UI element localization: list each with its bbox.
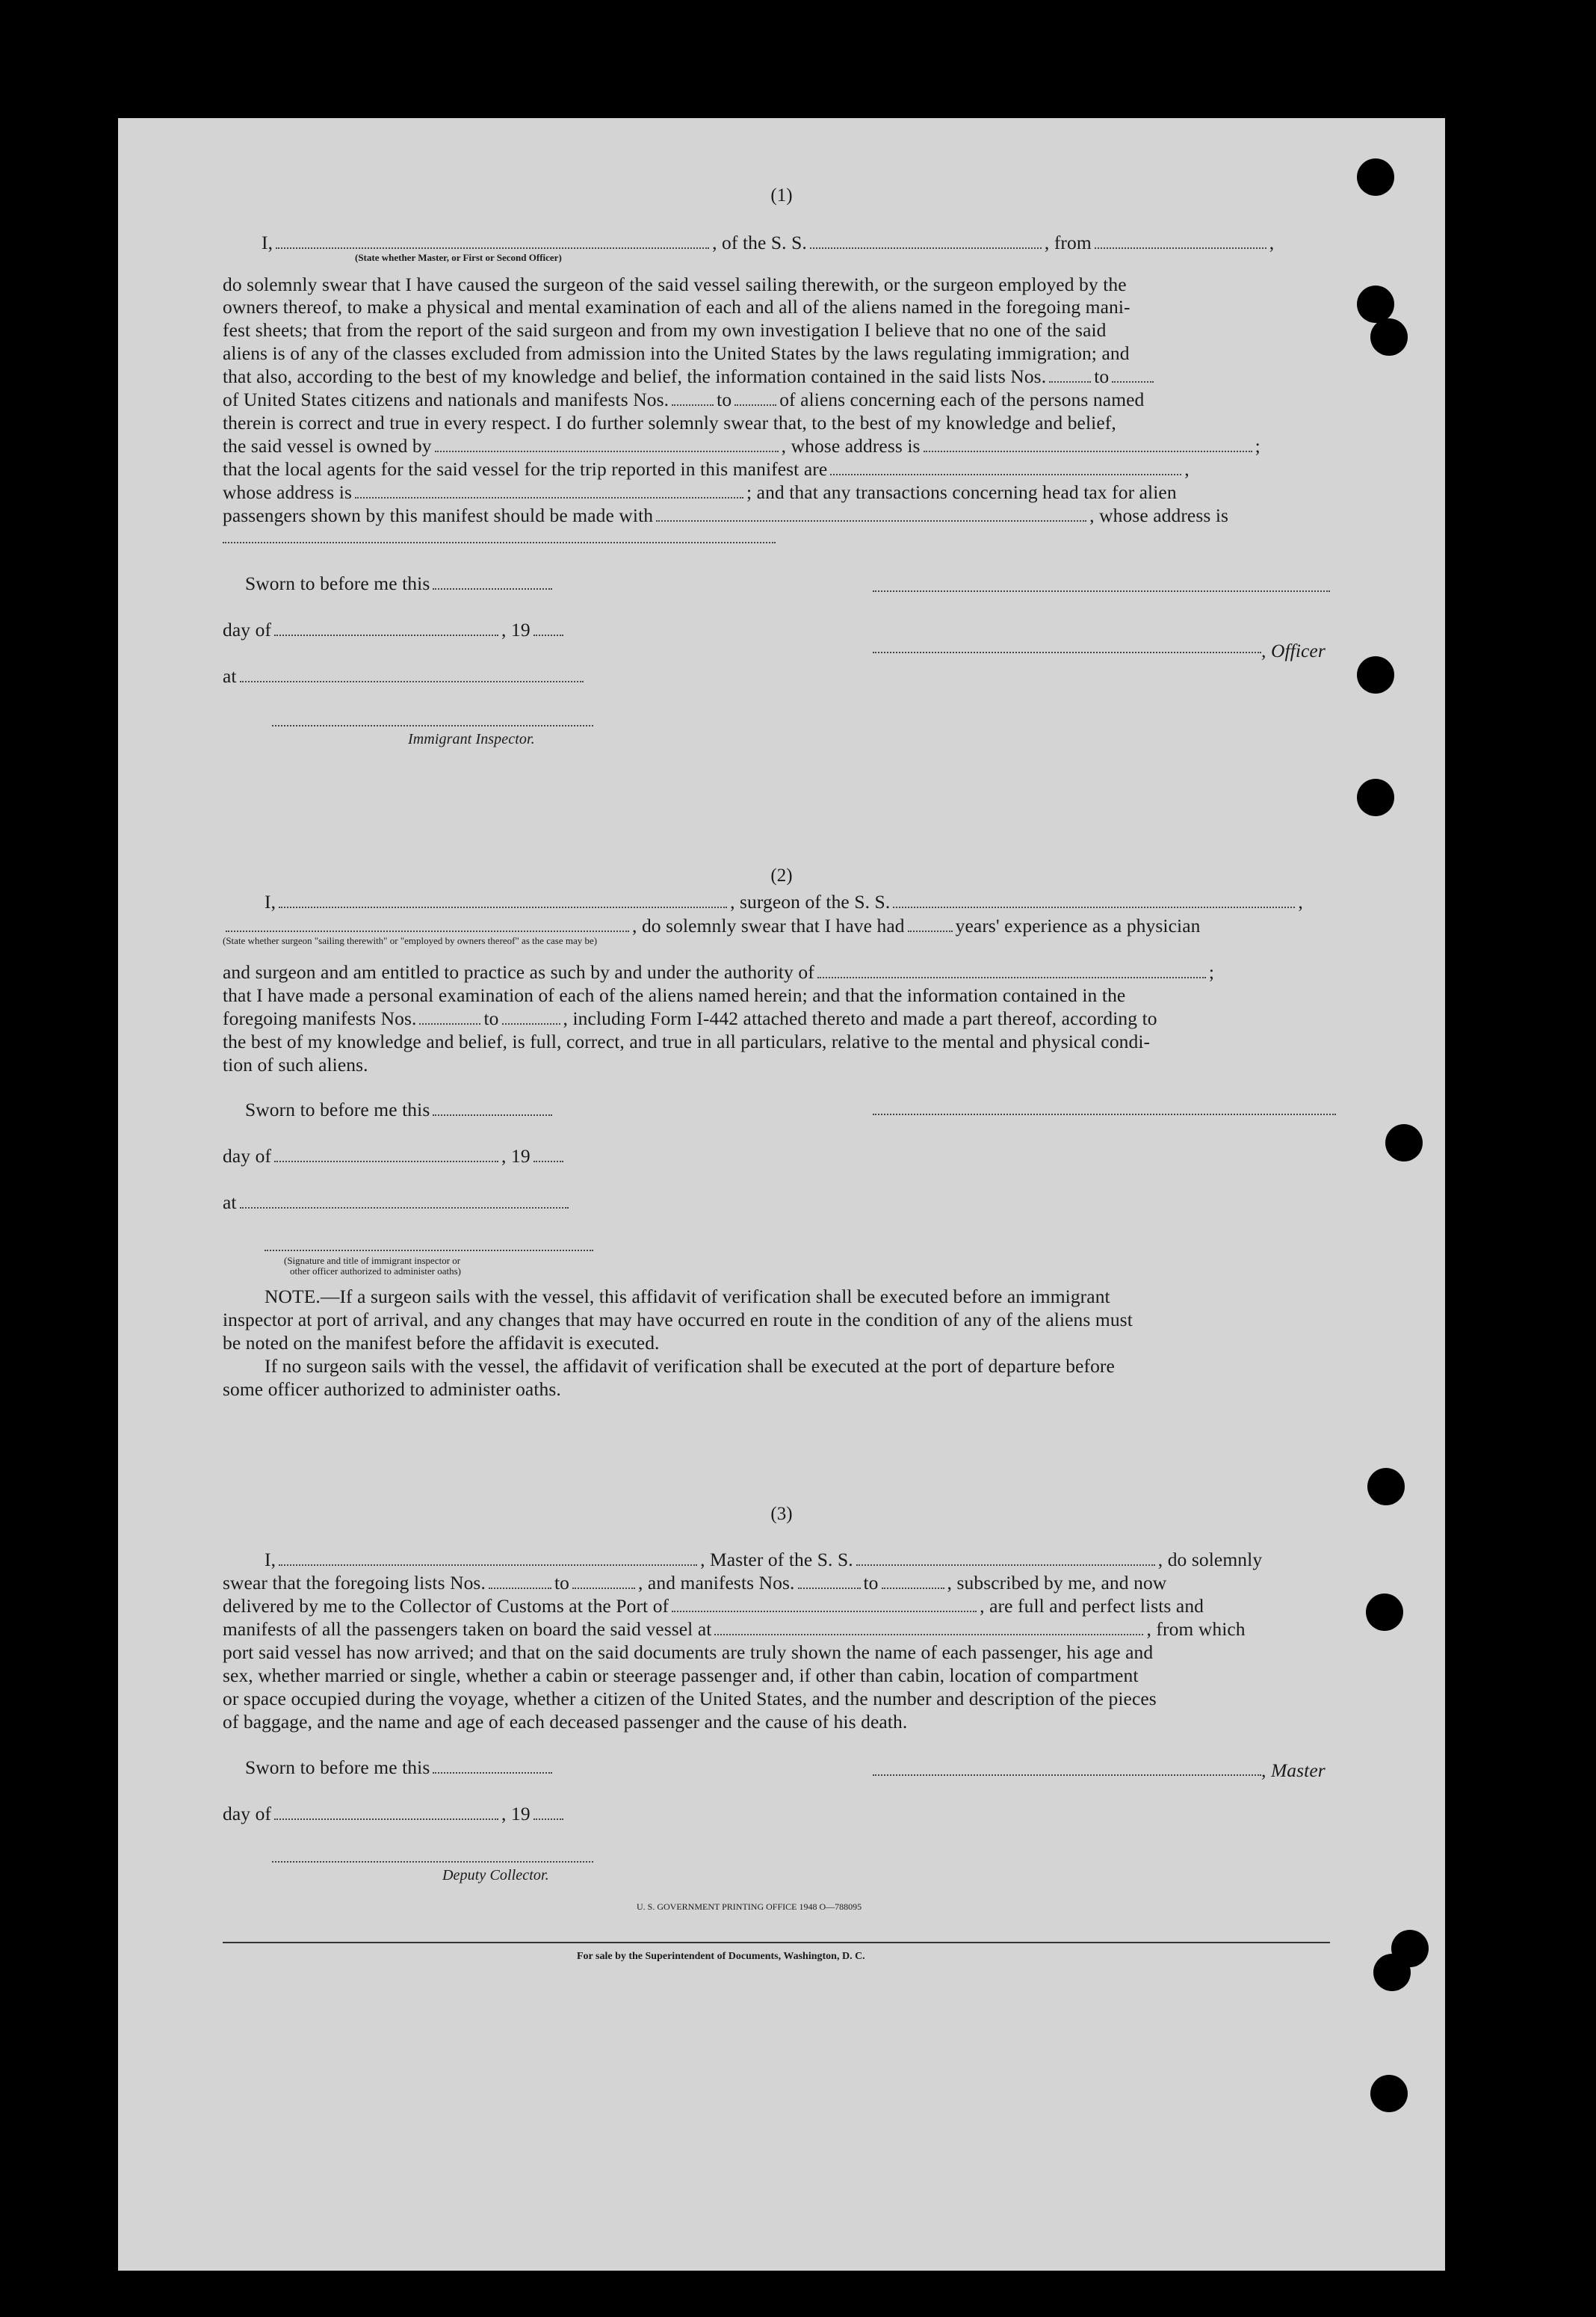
s1-body-10: passengers shown by this manifest should be made with , whose address is: [223, 505, 1229, 526]
section-1-number: (1): [770, 185, 793, 206]
s3-lists-to-field[interactable]: [572, 1574, 635, 1589]
s3-body-1: sex, whether married or single, whether a cabin or steerage passenger and, if other than cabin, location of compartment: [223, 1665, 1139, 1686]
s2-at-field[interactable]: [240, 1194, 569, 1209]
s2-inspector-signature-line[interactable]: [265, 1248, 593, 1251]
s3-day-of: day of , 19: [223, 1803, 566, 1825]
section-3-number: (3): [770, 1504, 793, 1524]
s2-sig-caption-1: (Signature and title of immigrant inspector or: [284, 1255, 461, 1266]
s3-sworn: Sworn to before me this: [245, 1756, 555, 1779]
s1-officer-signature-line-2[interactable]: [873, 650, 1261, 653]
form-page: [118, 118, 1445, 2271]
punch-hole: [1357, 286, 1394, 323]
punch-hole: [1373, 1954, 1411, 1991]
punch-hole: [1366, 1593, 1403, 1631]
s2-body-0: and surgeon and am entitled to practice as such by and under the authority of ;: [223, 961, 1215, 983]
s1-sworn-date-field[interactable]: [433, 575, 552, 590]
s1-body-5: of United States citizens and nationals and manifests Nos. to of aliens concerning each of the persons named: [223, 389, 1145, 410]
s1-body-3: aliens is of any of the classes excluded from admission into the United States by the laws regulating immigration; and: [223, 342, 1130, 364]
manifests-nos-from-field[interactable]: [672, 391, 714, 406]
s1-body-1: owners thereof, to make a physical and mental examination of each and all of the aliens named in the foregoing mani-: [223, 296, 1130, 318]
s2-body-1: that I have made a personal examination of each of the aliens named herein; and that the information contained in the: [223, 984, 1126, 1006]
s1-line-1: I, , of the S. S. , from ,: [262, 232, 1275, 253]
punch-hole: [1357, 779, 1394, 816]
s1-body-6: therein is correct and true in every respect. I do further solemnly swear that, to the best of my knowledge and belief,: [223, 412, 1116, 434]
punch-hole: [1370, 318, 1408, 356]
owner-field[interactable]: [435, 437, 779, 452]
local-agents-field[interactable]: [830, 460, 1181, 475]
practice-authority-field[interactable]: [817, 963, 1206, 978]
head-tax-address-field[interactable]: [223, 540, 776, 543]
s1-body-4: that also, according to the best of my knowledge and belief, the information contained in the said lists Nos. to: [223, 365, 1157, 388]
s1-officer-label: , Officer: [1261, 640, 1326, 661]
s2-body-4: tion of such aliens.: [223, 1054, 368, 1076]
manifests-nos-to-field[interactable]: [734, 391, 776, 406]
s2-sworn-date-field[interactable]: [433, 1101, 552, 1116]
s3-deputy-label: Deputy Collector.: [442, 1867, 549, 1883]
s1-inspector-signature-line[interactable]: [272, 724, 593, 726]
s3-line-3: delivered by me to the Collector of Customs at the Port of , are full and perfect lists and: [223, 1595, 1204, 1617]
s3-master-label: , Master: [1261, 1759, 1326, 1781]
s3-lists-from-field[interactable]: [489, 1574, 551, 1589]
s2-manifests-from-field[interactable]: [419, 1010, 480, 1025]
s3-body-0: port said vessel has now arrived; and that on the said documents are truly shown the name of each passenger, his age and: [223, 1641, 1154, 1663]
s1-body-8: that the local agents for the said vessel for the trip reported in this manifest are ,: [223, 458, 1190, 480]
s2-body-3: the best of my knowledge and belief, is full, correct, and true in all particulars, relative to the mental and physical condi-: [223, 1031, 1151, 1052]
master-name-field[interactable]: [279, 1551, 697, 1566]
s3-manifests-to-field[interactable]: [882, 1574, 944, 1589]
s2-surgeon-signature-line[interactable]: [873, 1112, 1336, 1115]
owner-address-field[interactable]: [924, 437, 1252, 452]
punch-hole: [1385, 1124, 1423, 1161]
s2-year-field[interactable]: [533, 1147, 563, 1162]
s1-body-9: whose address is ; and that any transactions concerning head tax for alien: [223, 481, 1177, 503]
s1-at: at: [223, 665, 587, 688]
s2-manifests-to-field[interactable]: [502, 1010, 560, 1025]
port-of-field[interactable]: [672, 1597, 977, 1612]
s2-sig-caption-2: other officer authorized to administer oaths): [290, 1265, 461, 1277]
embarkation-port-field[interactable]: [714, 1620, 1143, 1635]
agents-address-field[interactable]: [355, 484, 743, 499]
sale-notice: For sale by the Superintendent of Documents, Washington, D. C.: [577, 1951, 865, 1962]
s1-sworn: Sworn to before me this: [245, 573, 555, 595]
s3-year-field[interactable]: [533, 1805, 563, 1820]
s2-note-3: If no surgeon sails with the vessel, the affidavit of verification shall be executed at the port of departure before: [265, 1355, 1115, 1377]
s3-manifests-from-field[interactable]: [798, 1574, 861, 1589]
s1-caption: (State whether Master, or First or Second Officer): [355, 252, 562, 263]
section-2-number: (2): [770, 866, 793, 886]
s3-vessel-name-field[interactable]: [856, 1551, 1155, 1566]
s2-sworn: Sworn to before me this: [245, 1099, 555, 1121]
s2-line-2: , do solemnly swear that I have had years' experience as a physician: [223, 915, 1200, 937]
s2-day-of: day of , 19: [223, 1145, 566, 1167]
years-experience-field[interactable]: [908, 917, 953, 932]
vessel-name-field[interactable]: [810, 234, 1042, 249]
footer-rule: [223, 1942, 1330, 1943]
s1-year-field[interactable]: [533, 621, 563, 636]
s1-day-of: day of , 19: [223, 619, 566, 641]
s1-inspector-label: Immigrant Inspector.: [408, 731, 535, 747]
s3-deputy-signature-line[interactable]: [272, 1860, 593, 1863]
surgeon-type-field[interactable]: [226, 917, 629, 932]
punch-hole: [1357, 656, 1394, 694]
s3-line-4: manifests of all the passengers taken on board the said vessel at , from which: [223, 1618, 1246, 1640]
s2-caption: (State whether surgeon "sailing therewith" or "employed by owners thereof" as the case may be): [223, 935, 598, 946]
s3-line-2: swear that the foregoing lists Nos. to , and manifests Nos. to , subscribed by me, and now: [223, 1572, 1167, 1593]
s2-note-2: be noted on the manifest before the affidavit is executed.: [223, 1332, 660, 1354]
s1-at-field[interactable]: [240, 667, 584, 682]
s2-at: at: [223, 1191, 572, 1214]
s2-body-2: foregoing manifests Nos. to , including Form I-442 attached thereto and made a part thereof, according to: [223, 1008, 1157, 1029]
surgeon-name-field[interactable]: [279, 893, 727, 908]
printing-office-line: U. S. GOVERNMENT PRINTING OFFICE 1948 O—788095: [637, 1901, 862, 1912]
s1-officer-signature-line-1[interactable]: [873, 589, 1330, 592]
s2-vessel-name-field[interactable]: [893, 893, 1295, 908]
s3-body-3: of baggage, and the name and age of each deceased passenger and the cause of his death.: [223, 1711, 908, 1733]
s2-line-1: I, , surgeon of the S. S. ,: [265, 891, 1303, 913]
head-tax-party-field[interactable]: [656, 507, 1086, 522]
s3-body-2: or space occupied during the voyage, whether a citizen of the United States, and the number and description of the pieces: [223, 1688, 1157, 1709]
punch-hole: [1370, 2075, 1408, 2112]
s3-master-signature-line[interactable]: [873, 1773, 1261, 1776]
s2-day-of-field[interactable]: [274, 1147, 498, 1162]
s2-note-0: NOTE.—If a surgeon sails with the vessel, this affidavit of verification shall be executed before an immigrant: [265, 1286, 1110, 1307]
s1-body-0: do solemnly swear that I have caused the surgeon of the said vessel sailing therewith, or the surgeon employed by the: [223, 274, 1127, 295]
s3-day-of-field[interactable]: [274, 1805, 498, 1820]
s3-line-1: I, , Master of the S. S. , do solemnly: [265, 1549, 1263, 1570]
punch-hole: [1367, 1468, 1405, 1505]
lists-nos-to-field[interactable]: [1112, 368, 1154, 383]
lists-nos-from-field[interactable]: [1049, 368, 1091, 383]
s2-note-4: some officer authorized to administer oaths.: [223, 1378, 561, 1400]
s3-sworn-date-field[interactable]: [433, 1759, 552, 1774]
from-port-field[interactable]: [1095, 234, 1266, 249]
s2-note-1: inspector at port of arrival, and any changes that may have occurred en route in the condition of any of the aliens must: [223, 1309, 1133, 1330]
officer-title-field[interactable]: [276, 234, 709, 249]
s1-day-of-field[interactable]: [274, 621, 498, 636]
s1-body-2: fest sheets; that from the report of the said surgeon and from my own investigation I believe that no one of the said: [223, 319, 1107, 341]
s1-body-7: the said vessel is owned by , whose address is ;: [223, 435, 1261, 457]
